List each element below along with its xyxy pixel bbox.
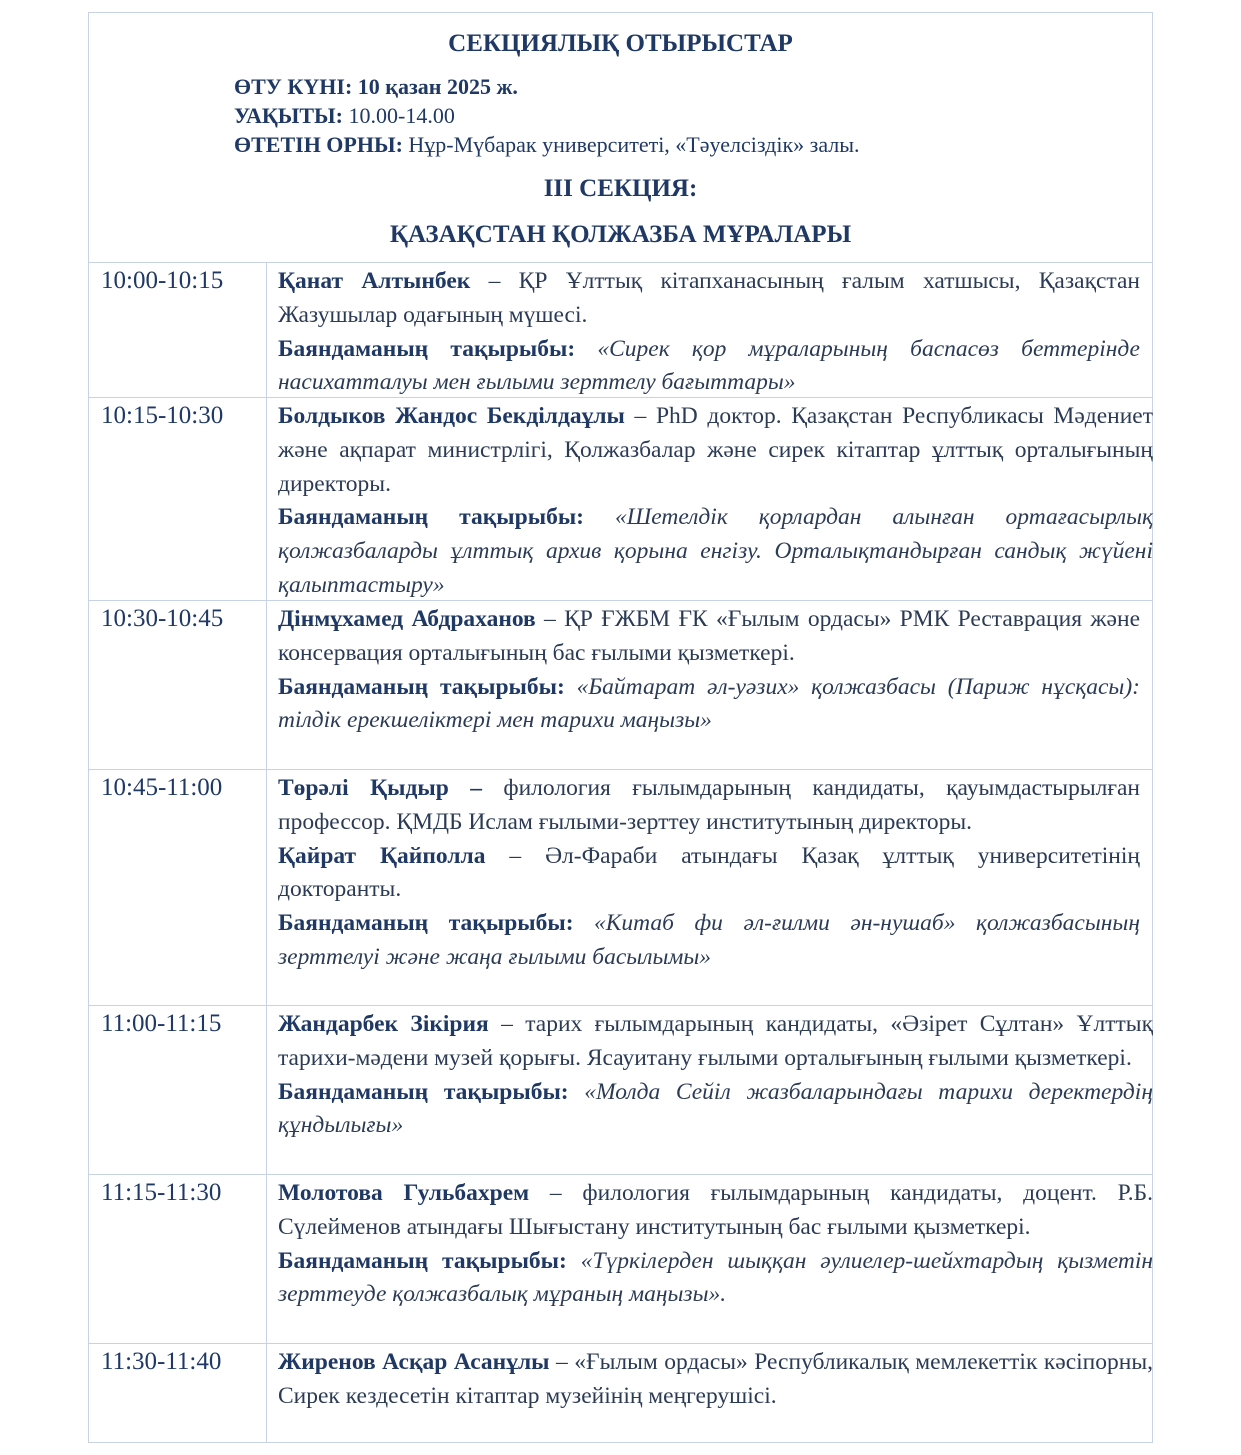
date-label: ӨТУ КҮНІ: xyxy=(234,74,353,99)
speaker-info: – PhD доктор. Қазақстан Республикасы Мәдениет және ақпарат министрлігі, Қолжазбалар және сирек кітаптар ұлттық орталығының директоры. xyxy=(278,403,1153,497)
table-column-divider xyxy=(266,262,267,1442)
speaker-name: Жиренов Асқар Асанұлы xyxy=(278,1349,550,1375)
topic-label: Баяндаманың тақырыбы: xyxy=(278,1078,569,1105)
speaker-name: Төрәлі Қыдыр – xyxy=(278,775,482,801)
table-row xyxy=(278,1177,1153,1312)
row-divider xyxy=(89,1005,1152,1006)
row-divider xyxy=(89,769,1152,770)
speaker-name: Молотова Гульбахрем xyxy=(278,1180,530,1206)
topic-title: «Молда Сейіл жазбаларындағы тарихи деректердің құндылығы» xyxy=(278,1078,1153,1139)
speaker-info: – ҚР ҒЖБМ ҒК «Ғылым ордасы» РМК Реставрация және консервация орталығының бас ғылыми қызметкері. xyxy=(278,606,1140,666)
table-row xyxy=(278,772,1140,975)
speaker-name: Дінмұхамед Абдраханов xyxy=(278,606,536,632)
speaker-info: филология ғылымдарының кандидаты, қауымдастырылған профессор. ҚМДБ Ислам ғылыми-зерттеу институтының директоры. xyxy=(278,775,1140,835)
topic-title: «Шетелдік қорлардан алынған ортағасырлық қолжазбаларды ұлттық архив қорына енгізу. Орталықтандырған сандық жүйені қалыптастыру» xyxy=(278,504,1154,598)
topic-title: «Байтарат әл-уәзих» қолжазбасы (Париж нұсқасы): тілдік ерекшеліктері мен тарихи маңызы» xyxy=(278,673,1141,734)
table-row xyxy=(278,1008,1153,1143)
speaker-name: Жандарбек Зікірия xyxy=(278,1011,489,1037)
topic-title: «Сирек қор мұраларының баспасөз беттерінде насихатталуы мен ғылыми зерттелу бағыттары» xyxy=(278,335,1140,396)
table-row xyxy=(278,400,1153,603)
row-time: 11:15-11:30 xyxy=(101,1179,222,1206)
topic-title: «Түркілерден шыққан әулиелер-шейхтардың қызметін зерттеуде қолжазбалық мұраның маңызы». xyxy=(278,1247,1154,1308)
place-line xyxy=(234,131,860,159)
row-time: 10:00-10:15 xyxy=(101,267,224,294)
table-row xyxy=(278,603,1140,738)
place-value: Нұр-Мүбарак университеті, «Тәуелсіздік» залы. xyxy=(408,132,860,157)
topic-label: Баяндаманың тақырыбы: xyxy=(278,335,576,362)
topic-label: Баяндаманың тақырыбы: xyxy=(278,1247,567,1274)
topic-label: Баяндаманың тақырыбы: xyxy=(278,910,574,937)
speaker-name: Болдыков Жандос Бекділдаұлы xyxy=(278,403,625,429)
row-divider xyxy=(89,1174,1152,1175)
section-name: ҚАЗАҚСТАН ҚОЛЖАЗБА МҰРАЛАРЫ xyxy=(389,221,852,248)
table-row xyxy=(278,265,1140,400)
program-page xyxy=(88,12,1153,1443)
page-title: СЕКЦИЯЛЫҚ ОТЫРЫСТАР xyxy=(448,30,793,57)
time-value: 10.00-14.00 xyxy=(348,103,455,128)
row-time: 11:00-11:15 xyxy=(101,1010,222,1037)
table-top-border xyxy=(89,262,1152,263)
date-line xyxy=(234,73,518,101)
section-number: III СЕКЦИЯ: xyxy=(543,175,698,202)
speaker-name: Қанат Алтынбек xyxy=(278,268,471,294)
row-divider xyxy=(89,1343,1152,1344)
speaker-info: – тарих ғылымдарының кандидаты, «Әзірет Сұлтан» Ұлттық тарихи-мәдени музей қорығы. Ясауитану ғылыми орталығының ғылыми қызметкері. xyxy=(278,1011,1153,1071)
topic-label: Баяндаманың тақырыбы: xyxy=(278,504,584,531)
speaker-name: Қайрат Қайполла xyxy=(278,842,486,869)
place-label: ӨТЕТІН ОРНЫ: xyxy=(234,132,403,157)
time-line xyxy=(234,102,455,130)
speaker-info: – «Ғылым ордасы» Республикалық мемлекеттік кәсіпорны, Сирек кездесетін кітаптар музейінің меңгерушісі. xyxy=(278,1349,1153,1409)
row-time: 11:30-11:40 xyxy=(101,1348,222,1375)
speaker-info: – Әл-Фараби атындағы Қазақ ұлттық университетінің докторанты. xyxy=(278,842,1140,903)
topic-label: Баяндаманың тақырыбы: xyxy=(278,673,565,700)
table-row xyxy=(278,1346,1153,1414)
speaker-info: – ҚР Ұлттық кітапханасының ғалым хатшысы, Қазақстан Жазушылар одағының мүшесі. xyxy=(278,268,1140,328)
time-label: УАҚЫТЫ: xyxy=(234,103,343,128)
row-time: 10:30-10:45 xyxy=(101,605,224,632)
row-time: 10:45-11:00 xyxy=(101,774,223,801)
topic-title: «Китаб фи әл-ғилми ән-нушаб» қолжазбасының зерттелуі және жаңа ғылыми басылымы» xyxy=(278,910,1140,970)
row-time: 10:15-10:30 xyxy=(101,402,224,429)
speaker-info: – филология ғылымдарының кандидаты, доцент. Р.Б. Сүлейменов атындағы Шығыстану институтының бас ғылыми қызметкері. xyxy=(278,1180,1153,1240)
date-value: 10 қазан 2025 ж. xyxy=(357,74,518,99)
